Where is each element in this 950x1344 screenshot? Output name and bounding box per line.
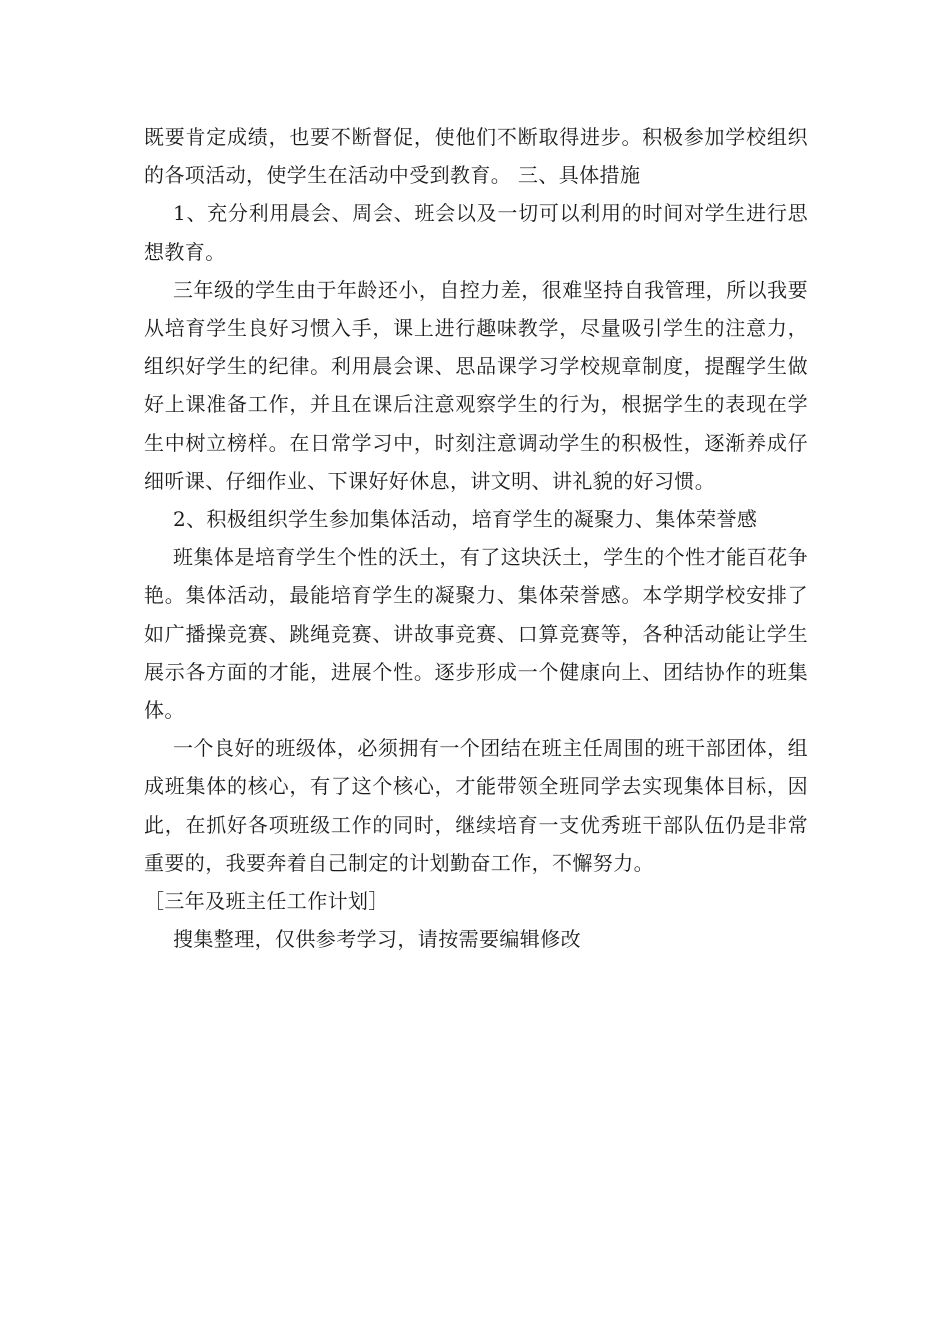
paragraph-continuation: 既要肯定成绩，也要不断督促，使他们不断取得进步。积极参加学校组织的各项活动，使学生在活动中受到教育。 三、具体措施: [144, 125, 808, 188]
paragraph-class-cadre: 一个良好的班级体，必须拥有一个团结在班主任周围的班干部团体，组成班集体的核心，有了这个核心，才能带领全班同学去实现集体目标，因此，在抓好各项班级工作的同时，继续培育一支优秀班干部队伍仍是非常重要的，我要奔着自己制定的计划勤奋工作，不懈努力。: [144, 736, 808, 875]
paragraph-measure-1: 1、充分利用晨会、周会、班会以及一切可以利用的时间对学生进行思想教育。: [144, 201, 808, 264]
paragraph-footer-note: 搜集整理，仅供参考学习，请按需要编辑修改: [173, 927, 581, 952]
paragraph-measure-2: 2、积极组织学生参加集体活动，培育学生的凝聚力、集体荣誉感: [173, 507, 758, 532]
document-body: [144, 118, 808, 958]
document-title-tag: ［三年及班主任工作计划］: [144, 889, 389, 914]
paragraph-habits: 三年级的学生由于年龄还小，自控力差，很难坚持自我管理，所以我要从培育学生良好习惯入手，课上进行趣味教学，尽量吸引学生的注意力，组织好学生的纪律。利用晨会课、思品课学习学校规章制度，提醒学生做好上课准备工作，并且在课后注意观察学生的行为，根据学生的表现在学生中树立榜样。在日常学习中，时刻注意调动学生的积极性，逐渐养成仔细听课、仔细作业、下课好好休息，讲文明、讲礼貌的好习惯。: [144, 277, 808, 493]
paragraph-collective: 班集体是培育学生个性的沃土，有了这块沃土，学生的个性才能百花争艳。集体活动，最能培育学生的凝聚力、集体荣誉感。本学期学校安排了如广播操竞赛、跳绳竞赛、讲故事竞赛、口算竞赛等，各种活动能让学生展示各方面的才能，进展个性。逐步形成一个健康向上、团结协作的班集体。: [144, 545, 808, 723]
